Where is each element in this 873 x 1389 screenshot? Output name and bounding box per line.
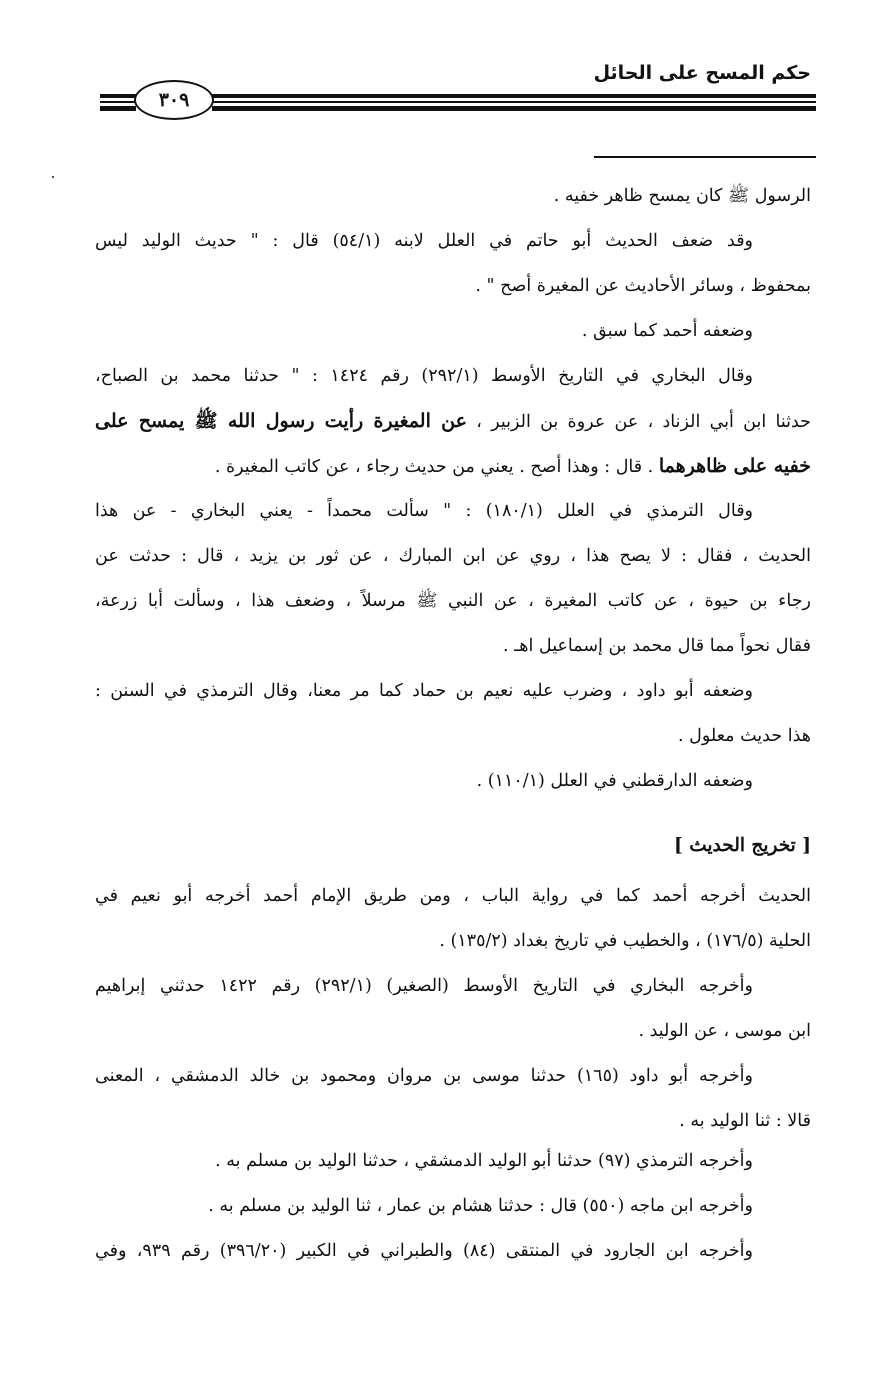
header-rule-left-bottom xyxy=(100,106,136,111)
text-line: وأخرجه ابن ماجه (٥٥٠) قال : حدثنا هشام بن عمار ، ثنا الوليد بن مسلم به . xyxy=(208,1196,753,1216)
text-line: الحلية (١٧٦/٥) ، والخطيب في تاريخ بغداد (١٣٥/٢) . xyxy=(439,931,811,951)
header-rule-left-top xyxy=(100,94,136,98)
header-rule-top xyxy=(212,94,816,98)
text-line: وأخرجه الترمذي (٩٧) حدثنا أبو الوليد الدمشقي ، حدثنا الوليد بن مسلم به . xyxy=(215,1151,753,1171)
text-line: الرسول ﷺ كان يمسح ظاهر خفيه . xyxy=(553,186,811,206)
text-segment: . قال : وهذا أصح . يعني من حديث رجاء ، عن كاتب المغيرة . xyxy=(214,457,654,477)
text-line: هذا حديث معلول . xyxy=(678,726,811,746)
text-line-mixed xyxy=(95,408,811,434)
text-line: الحديث ، فقال : لا يصح هذا ، روي عن ابن المبارك ، عن ثور بن يزيد ، قال : حدثت عن xyxy=(95,546,811,566)
text-line: بمحفوظ ، وسائر الأحاديث عن المغيرة أصح " . xyxy=(475,276,811,296)
text-line: فقال نحواً مما قال محمد بن إسماعيل اهـ . xyxy=(503,636,811,656)
scan-speck xyxy=(52,176,54,178)
text-line: الحديث أخرجه أحمد كما في رواية الباب ، ومن طريق الإمام أحمد أخرجه أبو نعيم في xyxy=(95,886,811,906)
text-segment: حدثنا ابن أبي الزناد ، عن عروة بن الزبير ، xyxy=(476,412,811,432)
hadith-text-bold: خفيه على ظاهرهما xyxy=(658,455,811,477)
text-line: رجاء بن حيوة ، عن كاتب المغيرة ، عن النبي ﷺ مرسلاً ، وضعف هذا ، وسألت أبا زرعة، xyxy=(95,591,811,611)
text-line: وأخرجه البخاري في التاريخ الأوسط (الصغير) (٢٩٢/١) رقم ١٤٢٢ حدثني إبراهيم xyxy=(95,976,753,996)
header-rule-middle xyxy=(212,101,816,103)
text-line-mixed xyxy=(95,453,811,479)
text-line: ابن موسى ، عن الوليد . xyxy=(638,1021,811,1041)
page-number: ٣٠٩ xyxy=(134,80,214,120)
text-line: وأخرجه ابن الجارود في المنتقى (٨٤) والطبراني في الكبير (٣٩٦/٢٠) رقم ٩٣٩، وفي xyxy=(95,1241,753,1261)
section-heading: [ تخريج الحديث ] xyxy=(674,835,811,856)
text-line: وضعفه أحمد كما سبق . xyxy=(581,321,753,341)
text-line: وضعفه الدارقطني في العلل (١١٠/١) . xyxy=(476,771,753,791)
text-line: وأخرجه أبو داود (١٦٥) حدثنا موسى بن مروان ومحمود بن خالد الدمشقي ، المعنى xyxy=(95,1066,753,1086)
text-line: وقال البخاري في التاريخ الأوسط (٢٩٢/١) رقم ١٤٢٤ : " حدثنا محمد بن الصباح، xyxy=(95,366,754,386)
hadith-text-bold: عن المغيرة رأيت رسول الله ﷺ يمسح على xyxy=(95,410,467,432)
text-line: وضعفه أبو داود ، وضرب عليه نعيم بن حماد كما مر معنا، وقال الترمذي في السنن : xyxy=(95,681,753,701)
header-rule-bottom xyxy=(212,106,816,111)
footnote-separator xyxy=(594,156,816,158)
text-line: قالا : ثنا الوليد به . xyxy=(679,1111,811,1131)
text-line: وقد ضعف الحديث أبو حاتم في العلل لابنه (٥٤/١) قال : " حديث الوليد ليس xyxy=(95,231,754,251)
header-rule-left-middle xyxy=(100,101,136,103)
text-line: وقال الترمذي في العلل (١٨٠/١) : " سألت محمداً - يعني البخاري - عن هذا xyxy=(95,501,754,521)
running-title: حكم المسح على الحائل xyxy=(593,62,811,84)
